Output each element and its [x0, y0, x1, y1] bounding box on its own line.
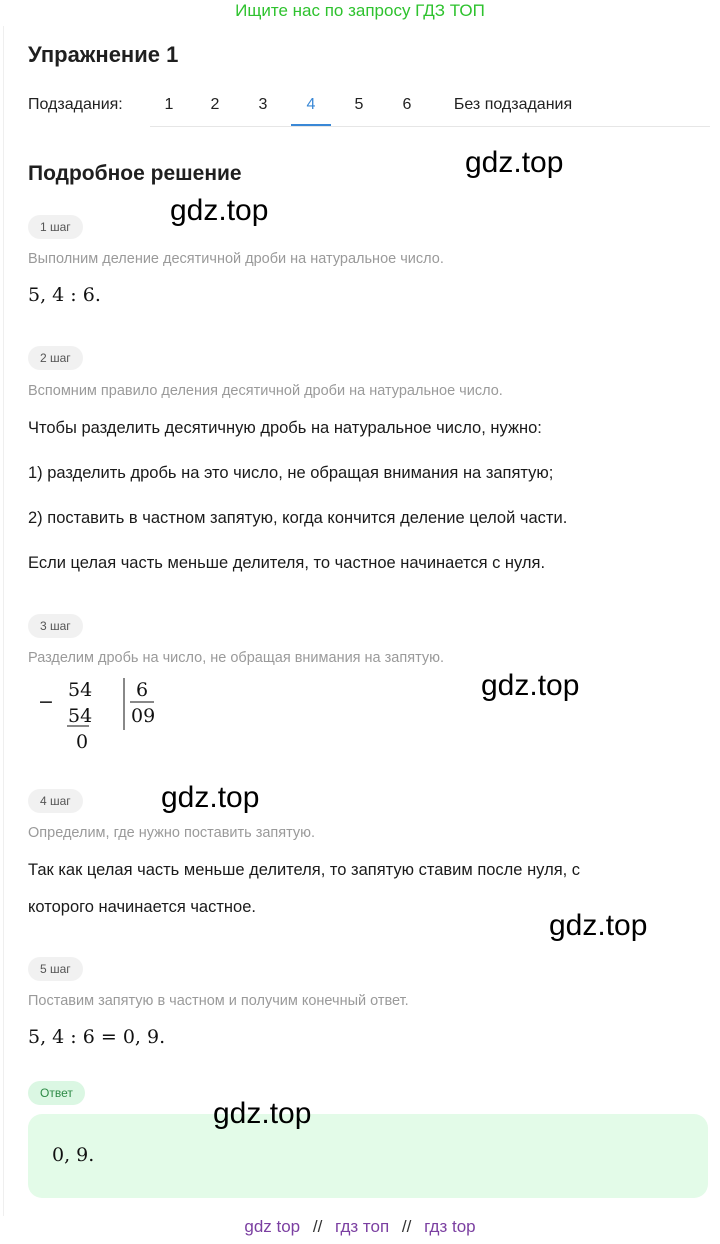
footer-links: [0, 1217, 720, 1237]
tab-6[interactable]: 6: [402, 96, 412, 113]
footer-link[interactable]: гдз top: [424, 1217, 476, 1236]
division-subtrahend: 54: [68, 705, 93, 727]
promo-banner[interactable]: Ищите нас по запросу ГДЗ ТОП: [235, 1, 485, 20]
rule-paragraph: Если целая часть меньше делителя, то частное начинается с нуля.: [28, 554, 546, 572]
step-badge: 3 шаг: [28, 614, 83, 638]
answer-box: [28, 1114, 708, 1198]
long-division: [28, 676, 228, 756]
division-quotient: 09: [131, 705, 156, 727]
step-badge: 5 шаг: [28, 957, 83, 981]
step-hint: Разделим дробь на число, не обращая внимания на запятую.: [28, 650, 445, 666]
answer-value: 0, 9.: [52, 1144, 95, 1166]
watermark: gdz.top: [549, 909, 648, 942]
tab-2[interactable]: 2: [210, 96, 220, 113]
watermark: gdz.top: [170, 194, 269, 227]
footer-link[interactable]: gdz top: [244, 1217, 301, 1236]
answer-badge: Ответ: [28, 1081, 85, 1105]
step-math: 5, 4 : 6.: [28, 284, 101, 306]
watermark: gdz.top: [161, 781, 260, 814]
tab-5[interactable]: 5: [354, 96, 364, 113]
subtasks-tabs: [150, 86, 710, 127]
rule-paragraph: Чтобы разделить десятичную дробь на натуральное число, нужно:: [28, 419, 542, 437]
division-remainder: 0: [76, 731, 89, 753]
footer-separator: //: [401, 1217, 412, 1236]
tab-1[interactable]: 1: [164, 96, 174, 113]
rule-paragraph: 1) разделить дробь на это число, не обращая внимания на запятую;: [28, 464, 554, 482]
footer-link[interactable]: гдз топ: [335, 1217, 390, 1236]
step-hint: Определим, где нужно поставить запятую.: [28, 825, 316, 841]
tab-3[interactable]: 3: [258, 96, 268, 113]
step-hint: Поставим запятую в частном и получим конечный ответ.: [28, 993, 409, 1009]
section-title: Подробное решение: [28, 162, 242, 185]
footer-separator: //: [312, 1217, 323, 1236]
page-title: Упражнение 1: [28, 42, 179, 67]
watermark: gdz.top: [481, 669, 580, 702]
step-badge: 4 шаг: [28, 789, 83, 813]
division-divisor: 6: [136, 679, 149, 701]
rule-paragraph: 2) поставить в частном запятую, когда кончится деление целой части.: [28, 509, 568, 527]
final-math: 5, 4 : 6 = 0, 9.: [28, 1026, 166, 1048]
watermark: gdz.top: [213, 1097, 312, 1130]
tab-no-subtask[interactable]: Без подзадания: [453, 96, 573, 113]
division-minus: −: [38, 691, 54, 713]
step-hint: Выполним деление десятичной дроби на натуральное число.: [28, 251, 444, 267]
tab-4[interactable]: 4: [291, 86, 331, 126]
watermark: gdz.top: [465, 146, 564, 179]
explanation-paragraph: Так как целая часть меньше делителя, то запятую ставим после нуля, с: [28, 861, 581, 879]
step-badge: 1 шаг: [28, 215, 83, 239]
step-badge: 2 шаг: [28, 346, 83, 370]
explanation-paragraph: которого начинается частное.: [28, 898, 256, 916]
step-hint: Вспомним правило деления десятичной дроби на натуральное число.: [28, 383, 503, 399]
subtasks-label: Подзадания:: [28, 96, 123, 113]
division-dividend: 54: [68, 679, 93, 701]
